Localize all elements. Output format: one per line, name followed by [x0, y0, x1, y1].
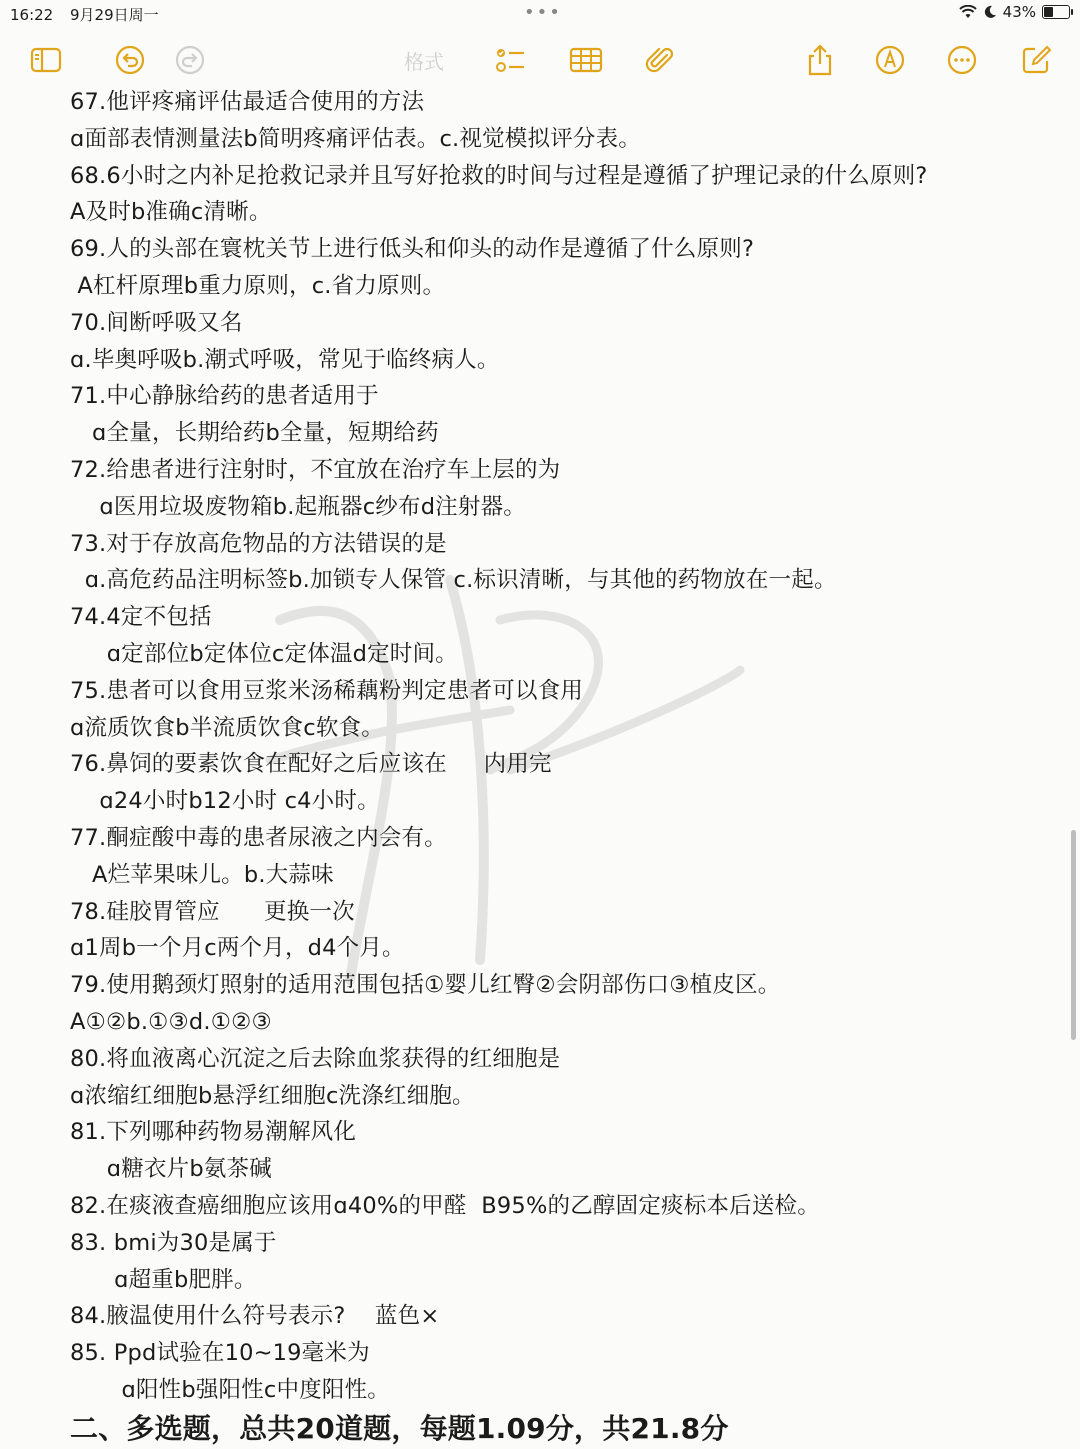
- note-line[interactable]: 78.硅胶胃管应 更换一次: [70, 898, 355, 925]
- note-line[interactable]: 83. bmi为30是属于: [70, 1229, 277, 1256]
- status-left: [10, 4, 171, 25]
- undo-button[interactable]: [110, 40, 150, 80]
- note-line[interactable]: A杠杆原理b重力原则，c.省力原则。: [70, 272, 446, 299]
- note-line[interactable]: ɑ全量，长期给药b全量，短期给药: [70, 420, 439, 447]
- note-line[interactable]: ɑ.高危药品注明标签b.加锁专人保管 c.标识清晰，与其他的药物放在一起。: [70, 567, 837, 594]
- section-heading[interactable]: 二、多选题，总共20道题，每题1.09分，共21.8分: [70, 1411, 729, 1445]
- note-line[interactable]: ɑ定部位b定体位c定体温d定时间。: [70, 640, 458, 667]
- note-line[interactable]: A及时b准确c清晰。: [70, 199, 272, 226]
- status-right: [959, 3, 1070, 21]
- paperclip-icon: [643, 43, 677, 77]
- status-time: 16:22: [10, 6, 54, 24]
- note-line[interactable]: 77.酮症酸中毒的患者尿液之内会有。: [70, 824, 447, 851]
- note-line[interactable]: 85. Ppd试验在10~19毫米为: [70, 1340, 370, 1367]
- note-line[interactable]: A①②b.①③d.①②③: [70, 1008, 272, 1035]
- note-line[interactable]: ɑ24小时b12小时 c4小时。: [70, 788, 380, 815]
- sidebar-icon: [29, 43, 63, 77]
- note-line[interactable]: ɑ超重b肥胖。: [70, 1266, 257, 1293]
- format-button[interactable]: 格式: [404, 50, 444, 74]
- sidebar-button[interactable]: [26, 40, 66, 80]
- note-line[interactable]: 75.患者可以食用豆浆米汤稀藕粉判定患者可以食用: [70, 677, 584, 704]
- note-line[interactable]: ɑ面部表情测量法b简明疼痛评估表。c.视觉模拟评分表。: [70, 125, 641, 152]
- note-line[interactable]: 74.4定不包括: [70, 604, 212, 631]
- note-line[interactable]: 80.将血液离心沉淀之后去除血浆获得的红细胞是: [70, 1045, 561, 1072]
- battery-icon: [1042, 5, 1070, 19]
- more-button[interactable]: [942, 40, 982, 80]
- battery-level-fill: [1044, 7, 1053, 17]
- note-line[interactable]: ɑ1周b一个月c两个月，d4个月。: [70, 935, 405, 962]
- note-line[interactable]: A烂苹果味儿。b.大蒜味: [70, 861, 334, 888]
- markup-button[interactable]: [870, 40, 910, 80]
- notes-toolbar: [0, 36, 1080, 84]
- vertical-scrollbar[interactable]: [1071, 830, 1076, 1040]
- checklist-button[interactable]: [490, 40, 530, 80]
- note-line[interactable]: ɑ浓缩红细胞b悬浮红细胞c洗涤红细胞。: [70, 1082, 475, 1109]
- moon-icon: [983, 5, 997, 19]
- note-line[interactable]: ɑ流质饮食b半流质饮食c软食。: [70, 714, 384, 741]
- share-button[interactable]: [800, 40, 840, 80]
- battery-percent: 43%: [1002, 3, 1036, 21]
- note-line[interactable]: 69.人的头部在寰枕关节上进行低头和仰头的动作是遵循了什么原则?: [70, 236, 755, 263]
- note-line[interactable]: ɑ.毕奥呼吸b.潮式呼吸，常见于临终病人。: [70, 346, 500, 373]
- note-line[interactable]: ɑ阳性b强阳性c中度阳性。: [70, 1376, 391, 1403]
- compose-button[interactable]: [1016, 40, 1056, 80]
- multitasking-dots-icon[interactable]: •••: [524, 2, 562, 23]
- undo-icon: [113, 43, 147, 77]
- note-line[interactable]: 67.他评疼痛评估最适合使用的方法: [70, 89, 425, 115]
- note-line[interactable]: 84.腋温使用什么符号表示? 蓝色×: [70, 1303, 440, 1330]
- note-body[interactable]: [70, 84, 1030, 1449]
- redo-button[interactable]: [170, 40, 210, 80]
- redo-icon: [173, 43, 207, 77]
- checklist-icon: [493, 43, 527, 77]
- attachment-button[interactable]: [640, 40, 680, 80]
- note-line[interactable]: 82.在痰液查癌细胞应该用ɑ40%的甲醛 B95%的乙醇固定痰标本后送检。: [70, 1192, 820, 1219]
- note-line[interactable]: 76.鼻饲的要素饮食在配好之后应该在 内用完: [70, 751, 552, 778]
- compose-icon: [1019, 43, 1053, 77]
- note-line[interactable]: 71.中心静脉给药的患者适用于: [70, 383, 379, 410]
- more-icon: [945, 43, 979, 77]
- status-bar: [0, 0, 1080, 26]
- note-line[interactable]: 81.下列哪种药物易潮解风化: [70, 1119, 357, 1146]
- note-line[interactable]: 70.间断呼吸又名: [70, 309, 243, 336]
- table-icon: [569, 43, 603, 77]
- note-line[interactable]: 73.对于存放高危物品的方法错误的是: [70, 530, 447, 557]
- pen-circle-icon: [873, 43, 907, 77]
- note-line[interactable]: ɑ糖衣片b氨茶碱: [70, 1156, 272, 1183]
- status-date: 9月29日周一: [70, 6, 159, 24]
- share-icon: [803, 43, 837, 77]
- table-button[interactable]: [566, 40, 606, 80]
- note-line[interactable]: 72.给患者进行注射时，不宜放在治疗车上层的为: [70, 456, 561, 483]
- note-line[interactable]: 79.使用鹅颈灯照射的适用范围包括①婴儿红臀②会阴部伤口③植皮区。: [70, 972, 781, 999]
- note-line[interactable]: ɑ医用垃圾废物箱b.起瓶器c纱布d注射器。: [70, 493, 526, 520]
- wifi-icon: [959, 5, 977, 19]
- note-line[interactable]: 68.6小时之内补足抢救记录并且写好抢救的时间与过程是遵循了护理记录的什么原则?: [70, 162, 928, 189]
